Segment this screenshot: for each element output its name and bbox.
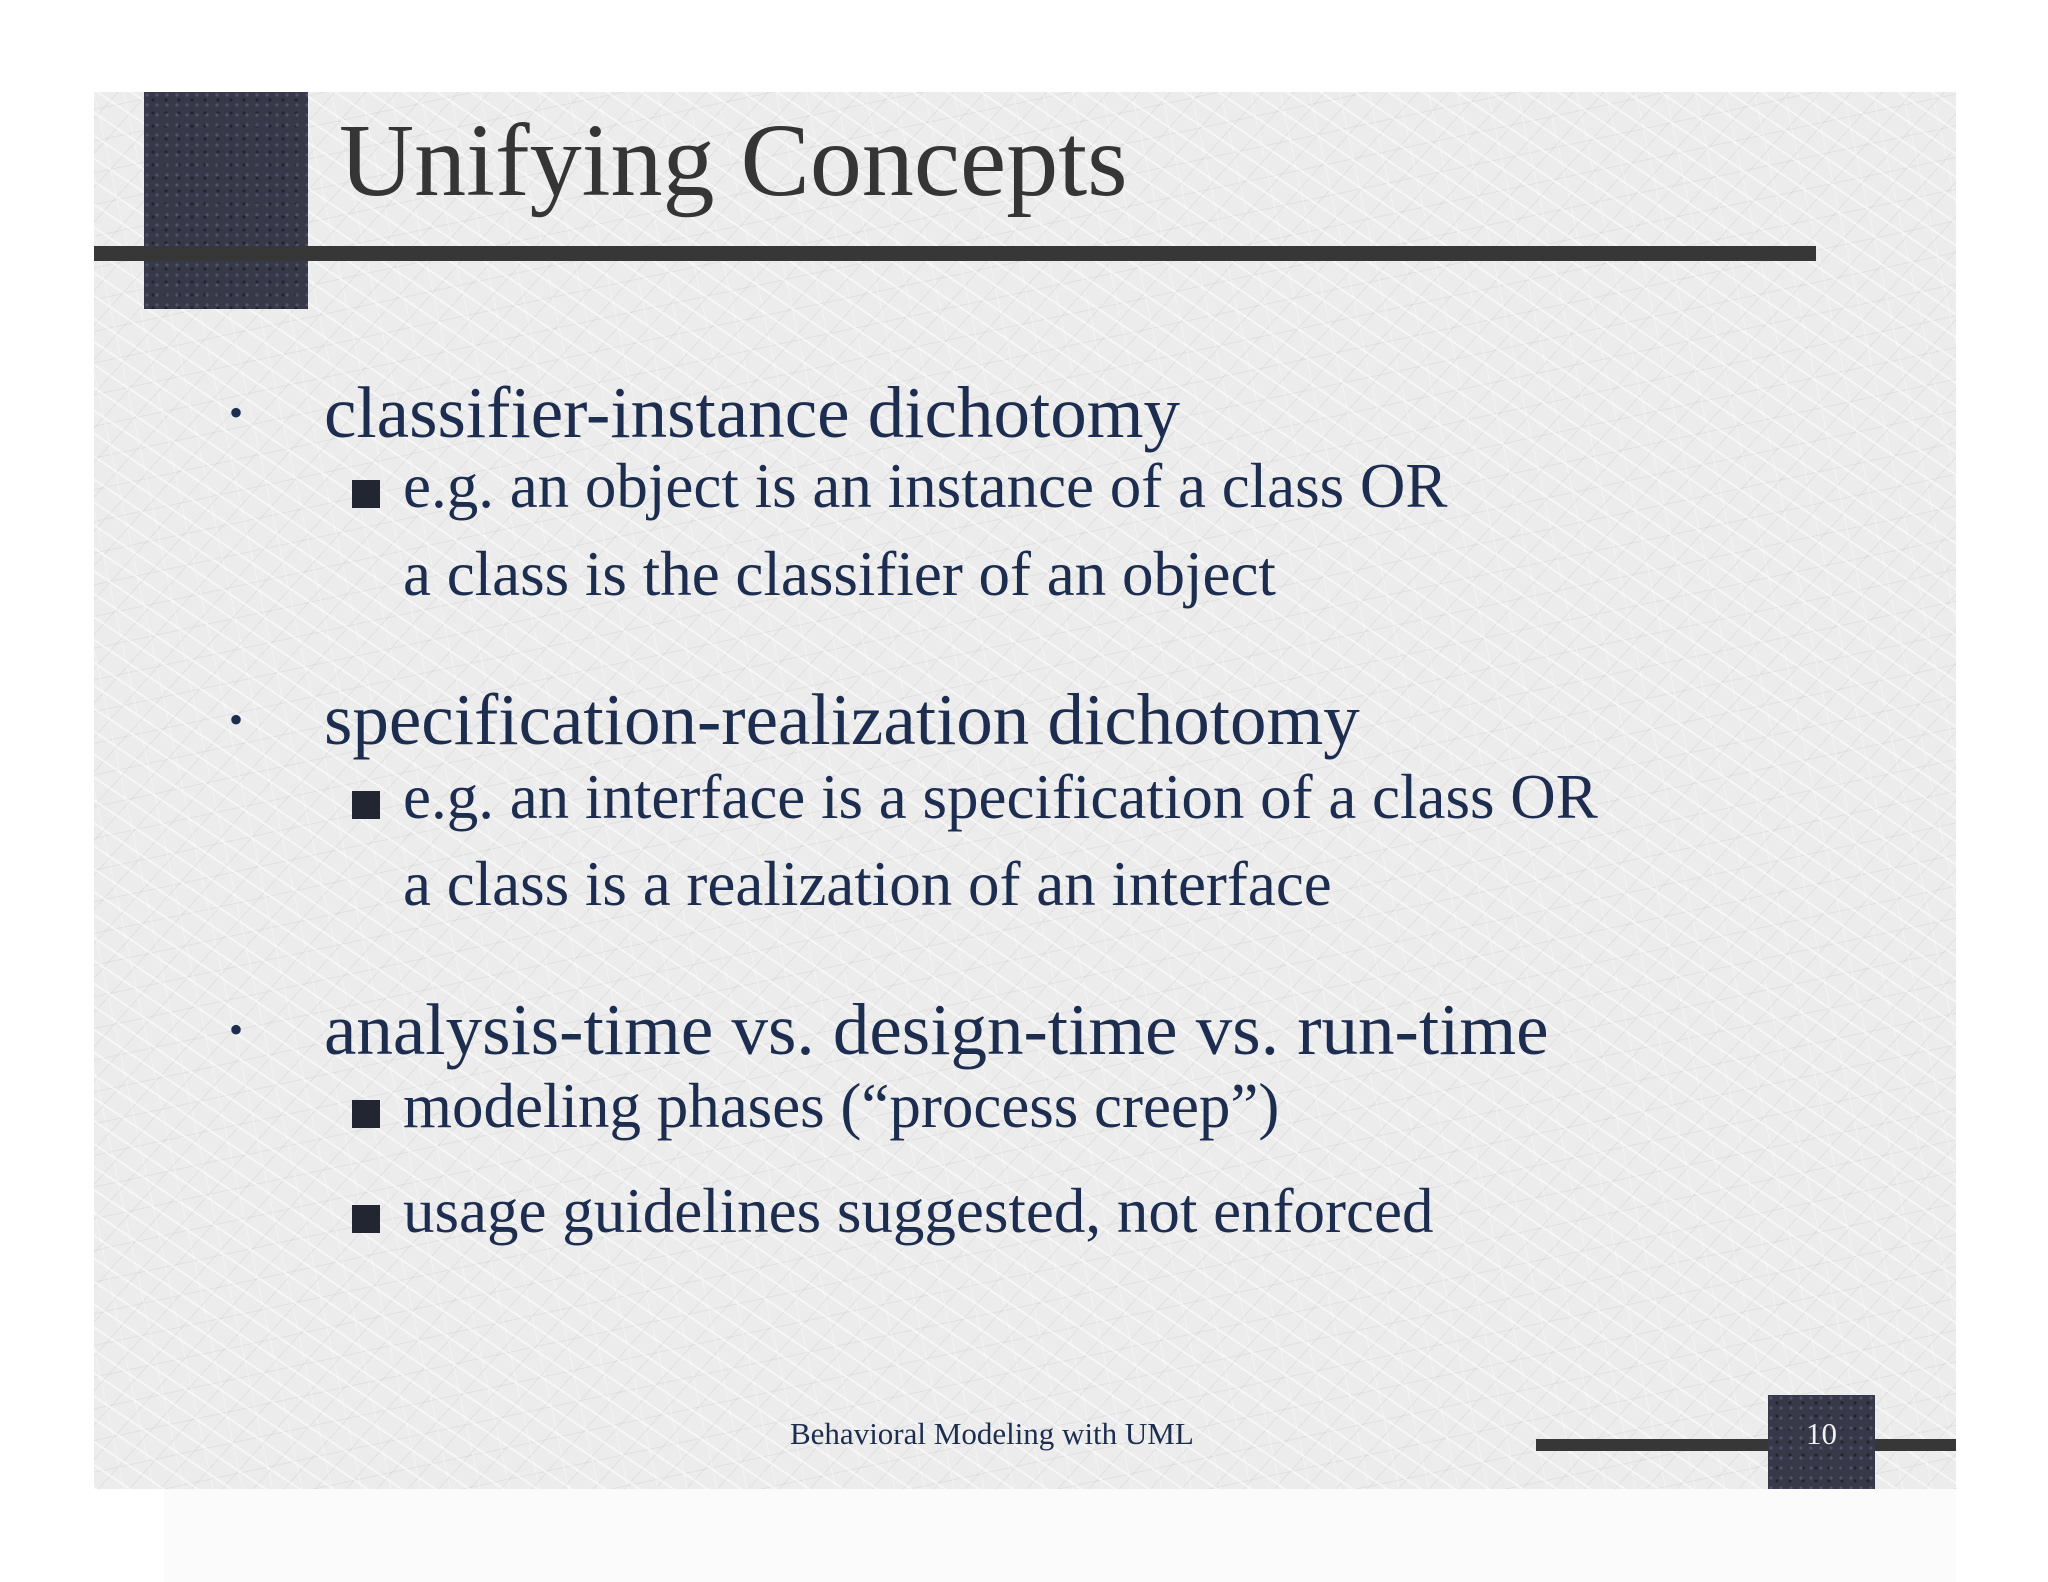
bullet-text: specification-realization dichotomy xyxy=(324,679,1360,760)
subbullet-line: a class is a realization of an interface xyxy=(403,849,1332,919)
slide-bottom-shadow xyxy=(164,1489,1956,1582)
subbullet-line: modeling phases (“process creep”) xyxy=(403,1071,1280,1141)
square-bullet-icon xyxy=(352,1100,380,1128)
bullet-dot-icon: • xyxy=(229,697,244,742)
subbullet-line: e.g. an interface is a specification of a class OR xyxy=(403,762,1598,832)
footer-title: Behavioral Modeling with UML xyxy=(790,1416,1194,1451)
bullet-text: analysis-time vs. design-time vs. run-time xyxy=(324,989,1549,1070)
subbullet-line: usage guidelines suggested, not enforced xyxy=(403,1176,1434,1246)
bullet-dot-icon: • xyxy=(229,390,244,435)
slide-title: Unifying Concepts xyxy=(339,103,1128,218)
page-number: 10 xyxy=(1806,1416,1837,1451)
square-bullet-icon xyxy=(352,791,380,819)
title-accent-block xyxy=(144,92,308,309)
bullet-dot-icon: • xyxy=(229,1007,244,1052)
square-bullet-icon xyxy=(352,480,380,508)
presentation-slide xyxy=(94,92,1956,1489)
subbullet-line: e.g. an object is an instance of a class OR xyxy=(403,451,1448,521)
bullet-text: classifier-instance dichotomy xyxy=(324,372,1181,453)
subbullet-line: a class is the classifier of an object xyxy=(403,539,1276,609)
footer-rule xyxy=(1536,1439,1956,1451)
title-rule xyxy=(94,246,1816,261)
square-bullet-icon xyxy=(352,1205,380,1233)
